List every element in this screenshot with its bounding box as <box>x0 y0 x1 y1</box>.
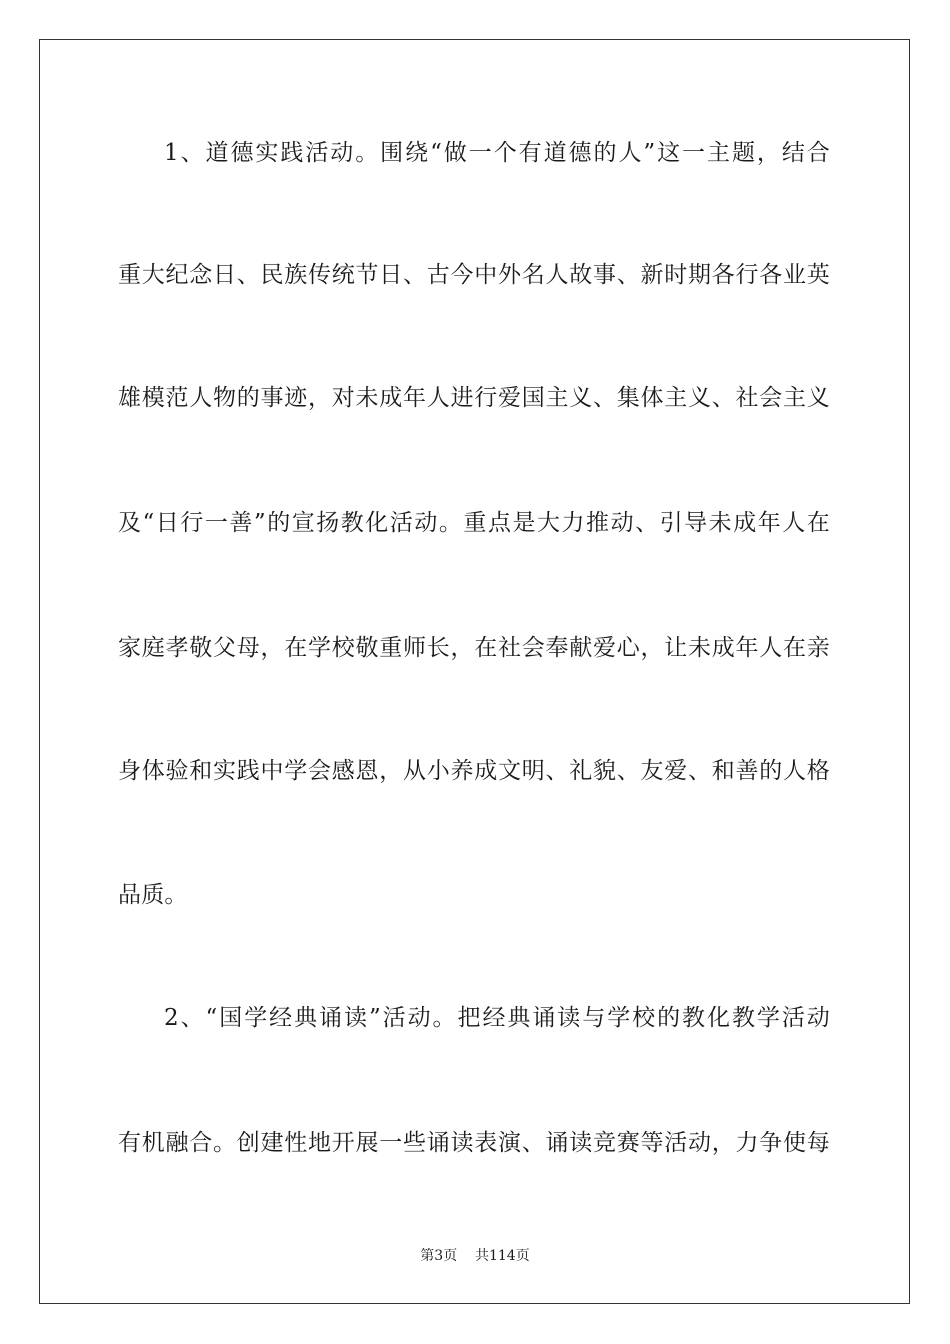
page-border <box>39 39 910 1304</box>
paragraph-2-line-2: 有机融合。创建性地开展一些诵读表演、诵读竞赛等活动，力争使每 <box>118 1130 830 1156</box>
paragraph-2-line-1: 2、“国学经典诵读”活动。把经典诵读与学校的教化教学活动 <box>164 1005 830 1031</box>
paragraph-1-line-3: 雄模范人物的事迹，对未成年人进行爱国主义、集体主义、社会主义 <box>118 385 830 411</box>
paragraph-1-line-1: 1、道德实践活动。围绕“做一个有道德的人”这一主题，结合 <box>164 140 830 166</box>
paragraph-1-line-2: 重大纪念日、民族传统节日、古今中外名人故事、新时期各行各业英 <box>118 262 830 288</box>
paragraph-1-line-5: 家庭孝敬父母，在学校敬重师长，在社会奉献爱心，让未成年人在亲 <box>118 635 830 661</box>
paragraph-1-line-6: 身体验和实践中学会感恩，从小养成文明、礼貌、友爱、和善的人格 <box>118 758 830 784</box>
paragraph-1-line-4: 及“日行一善”的宣扬教化活动。重点是大力推动、引导未成年人在 <box>118 510 830 536</box>
page-number-footer: 第3页 共114页 <box>420 1248 530 1264</box>
paragraph-1-line-7: 品质。 <box>118 882 188 908</box>
